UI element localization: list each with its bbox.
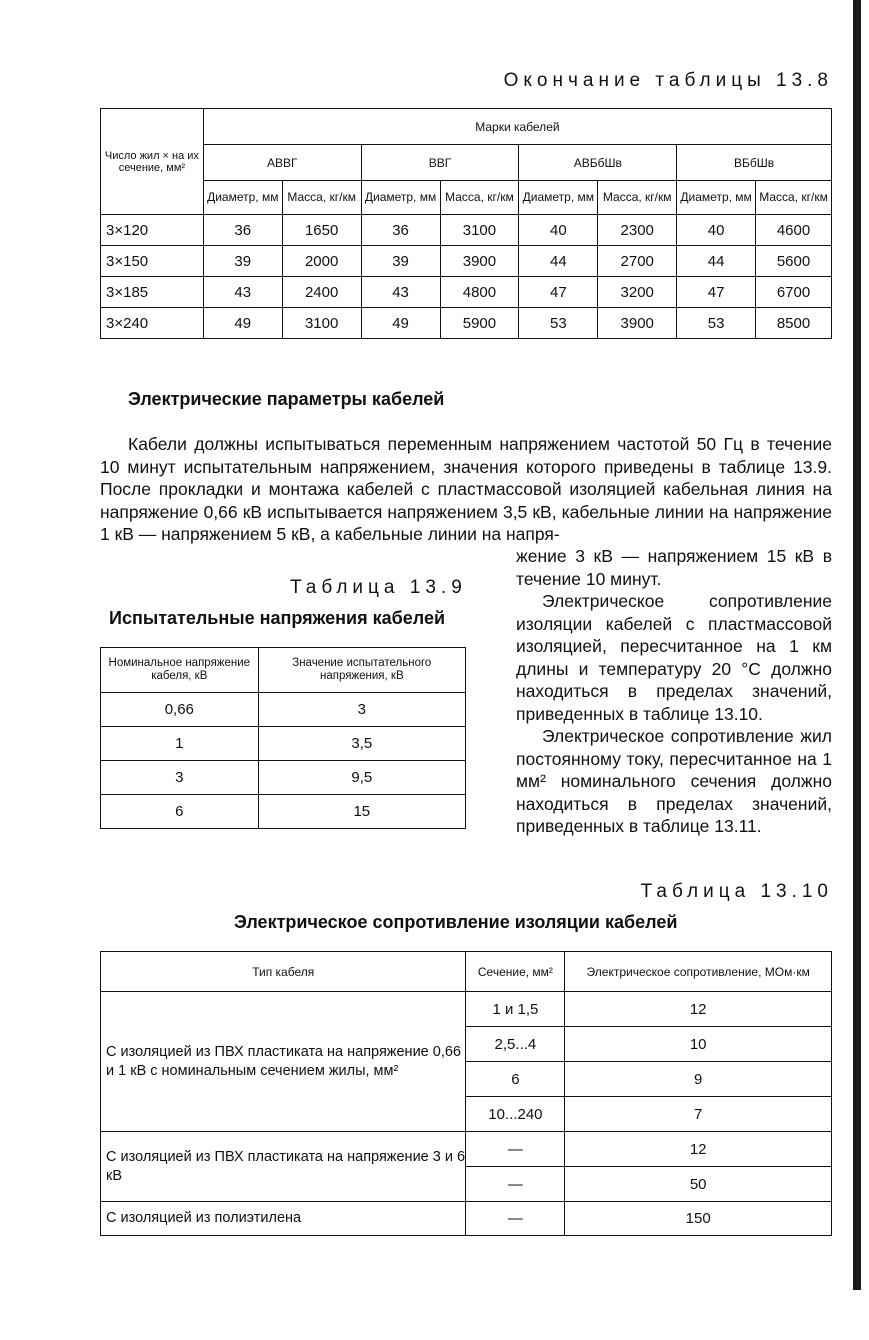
- table-cell: 9: [565, 1062, 832, 1097]
- page-edge-shadow: [853, 0, 861, 1290]
- sub-header-mass: Масса, кг/км: [756, 181, 832, 215]
- table-cell: 43: [203, 277, 282, 308]
- table-cell: 150: [565, 1202, 832, 1236]
- table-row: [101, 1132, 832, 1167]
- table-cell: 9,5: [258, 761, 465, 795]
- table-cell: 36: [361, 215, 440, 246]
- table-cell: —: [466, 1202, 565, 1236]
- table-cell: 47: [677, 277, 756, 308]
- table-cell: 2300: [598, 215, 677, 246]
- table-cell: 4800: [440, 277, 519, 308]
- table-cell: 40: [519, 215, 598, 246]
- column-header: Тип кабеля: [101, 952, 466, 992]
- table-cell: 3900: [440, 246, 519, 277]
- table-row: [101, 1202, 832, 1236]
- sub-header-diameter: Диаметр, мм: [203, 181, 282, 215]
- table-13-10-title: Электрическое сопротивление изоляции кабелей: [234, 912, 678, 932]
- table-cell: 5600: [756, 246, 832, 277]
- table-cell: 6: [466, 1062, 565, 1097]
- brand-header: АВВГ: [203, 145, 361, 181]
- table-cell: —: [466, 1132, 565, 1167]
- table-cell: 53: [519, 308, 598, 339]
- table-row: [101, 693, 466, 727]
- section-heading: Электрические параметры кабелей: [128, 389, 445, 409]
- table-cell: 50: [565, 1167, 832, 1202]
- cable-type-cell: С изоляцией из полиэтилена: [101, 1202, 466, 1236]
- row-label: 3×240: [101, 308, 204, 339]
- table-cell: 4600: [756, 215, 832, 246]
- brand-header: ВБбШв: [677, 145, 832, 181]
- table-cell: 5900: [440, 308, 519, 339]
- table-cell: 1650: [282, 215, 361, 246]
- table-cell: 2000: [282, 246, 361, 277]
- brand-header: ВВГ: [361, 145, 519, 181]
- table-cell: 44: [677, 246, 756, 277]
- column-header: Сечение, мм²: [466, 952, 565, 992]
- table-cell: 6700: [756, 277, 832, 308]
- table-cell: 47: [519, 277, 598, 308]
- table-cell: 7: [565, 1097, 832, 1132]
- table-row: [101, 727, 466, 761]
- table-cell: 8500: [756, 308, 832, 339]
- row-label: 3×120: [101, 215, 204, 246]
- page-header: Окончание таблицы 13.8: [503, 70, 833, 91]
- cable-type-cell: С изоляцией из ПВХ пластиката на напряжение 3 и 6 кВ: [101, 1132, 466, 1202]
- table-row: [101, 215, 832, 246]
- paragraph-2: Электрическое сопротивление изоляции кабелей с пластмассовой изоляцией, пересчитанное на 1 км длины и температуру 20 °С должно находиться в пределах значений, приведенных в таблице 13.10.: [516, 591, 832, 724]
- table-cell: 12: [565, 1132, 832, 1167]
- table-cell: 15: [258, 795, 465, 829]
- table-cell: 40: [677, 215, 756, 246]
- table-row: [101, 795, 466, 829]
- table-13-9-label: Таблица 13.9: [290, 577, 467, 598]
- table-cell: 10...240: [466, 1097, 565, 1132]
- table-cell: 12: [565, 992, 832, 1027]
- table-cell: 3: [258, 693, 465, 727]
- table-cell: 3100: [282, 308, 361, 339]
- sub-header-diameter: Диаметр, мм: [519, 181, 598, 215]
- table-13-9: [100, 647, 466, 829]
- table-cell: 1: [101, 727, 259, 761]
- table-cell: 2,5...4: [466, 1027, 565, 1062]
- group-header: Марки кабелей: [203, 109, 831, 145]
- table-row: [101, 308, 832, 339]
- column-header: Значение испытательного напряжения, кВ: [258, 648, 465, 693]
- sub-header-diameter: Диаметр, мм: [677, 181, 756, 215]
- sub-header-mass: Масса, кг/км: [598, 181, 677, 215]
- table-row: [101, 246, 832, 277]
- sub-header-mass: Масса, кг/км: [282, 181, 361, 215]
- table-cell: 43: [361, 277, 440, 308]
- table-cell: —: [466, 1167, 565, 1202]
- table-cell: 53: [677, 308, 756, 339]
- table-cell: 3,5: [258, 727, 465, 761]
- sub-header-diameter: Диаметр, мм: [361, 181, 440, 215]
- table-cell: 39: [361, 246, 440, 277]
- table-cell: 2400: [282, 277, 361, 308]
- table-cell: 49: [361, 308, 440, 339]
- table-cell: 39: [203, 246, 282, 277]
- table-13-9-title: Испытательные напряжения кабелей: [109, 608, 446, 628]
- table-cell: 1 и 1,5: [466, 992, 565, 1027]
- table-13-10: [100, 951, 832, 1236]
- table-cell: 6: [101, 795, 259, 829]
- paragraph-3: Электрическое сопротивление жил постоянному току, пересчитанное на 1 мм² номинального сечения должно находиться в пределах значений, приведенных в таблице 13.11.: [516, 726, 832, 837]
- column-header: Номинальное напряжение кабеля, кВ: [101, 648, 259, 693]
- table-row: [101, 761, 466, 795]
- table-cell: 0,66: [101, 693, 259, 727]
- cable-type-cell: С изоляцией из ПВХ пластиката на напряжение 0,66 и 1 кВ с номинальным сечением жилы, мм²: [101, 992, 466, 1132]
- brand-header: АВБбШв: [519, 145, 677, 181]
- row-label: 3×150: [101, 246, 204, 277]
- table-cell: 3: [101, 761, 259, 795]
- paragraph-1: Кабели должны испытываться переменным напряжением частотой 50 Гц в течение 10 минут испытательным напряжением, значения которого приведены в таблице 13.9. После прокладки и монтажа кабелей с пластмассовой изоляцией кабельная линия на напряжение 0,66 кВ испытывается напряжением 3,5 кВ, кабельные линии на напряжение 1 кВ — напряжением 5 кВ, а кабельные линии на напря-: [100, 434, 832, 545]
- table-cell: 10: [565, 1027, 832, 1062]
- table-cell: 3900: [598, 308, 677, 339]
- table-row: [101, 992, 832, 1027]
- table-cell: 49: [203, 308, 282, 339]
- paragraph-1-continuation: жение 3 кВ — напряжением 15 кВ в течение 10 минут.: [516, 546, 832, 589]
- table-cell: 3100: [440, 215, 519, 246]
- table-cell: 44: [519, 246, 598, 277]
- table-cell: 2700: [598, 246, 677, 277]
- column-header: Электрическое сопротивление, МОм·км: [565, 952, 832, 992]
- sub-header-mass: Масса, кг/км: [440, 181, 519, 215]
- table-row: [101, 277, 832, 308]
- table-13-8: [100, 108, 832, 339]
- table-cell: 36: [203, 215, 282, 246]
- row-label: 3×185: [101, 277, 204, 308]
- table-cell: 3200: [598, 277, 677, 308]
- table-13-10-label: Таблица 13.10: [640, 881, 833, 902]
- corner-header: Число жил × на их сечение, мм²: [101, 109, 204, 215]
